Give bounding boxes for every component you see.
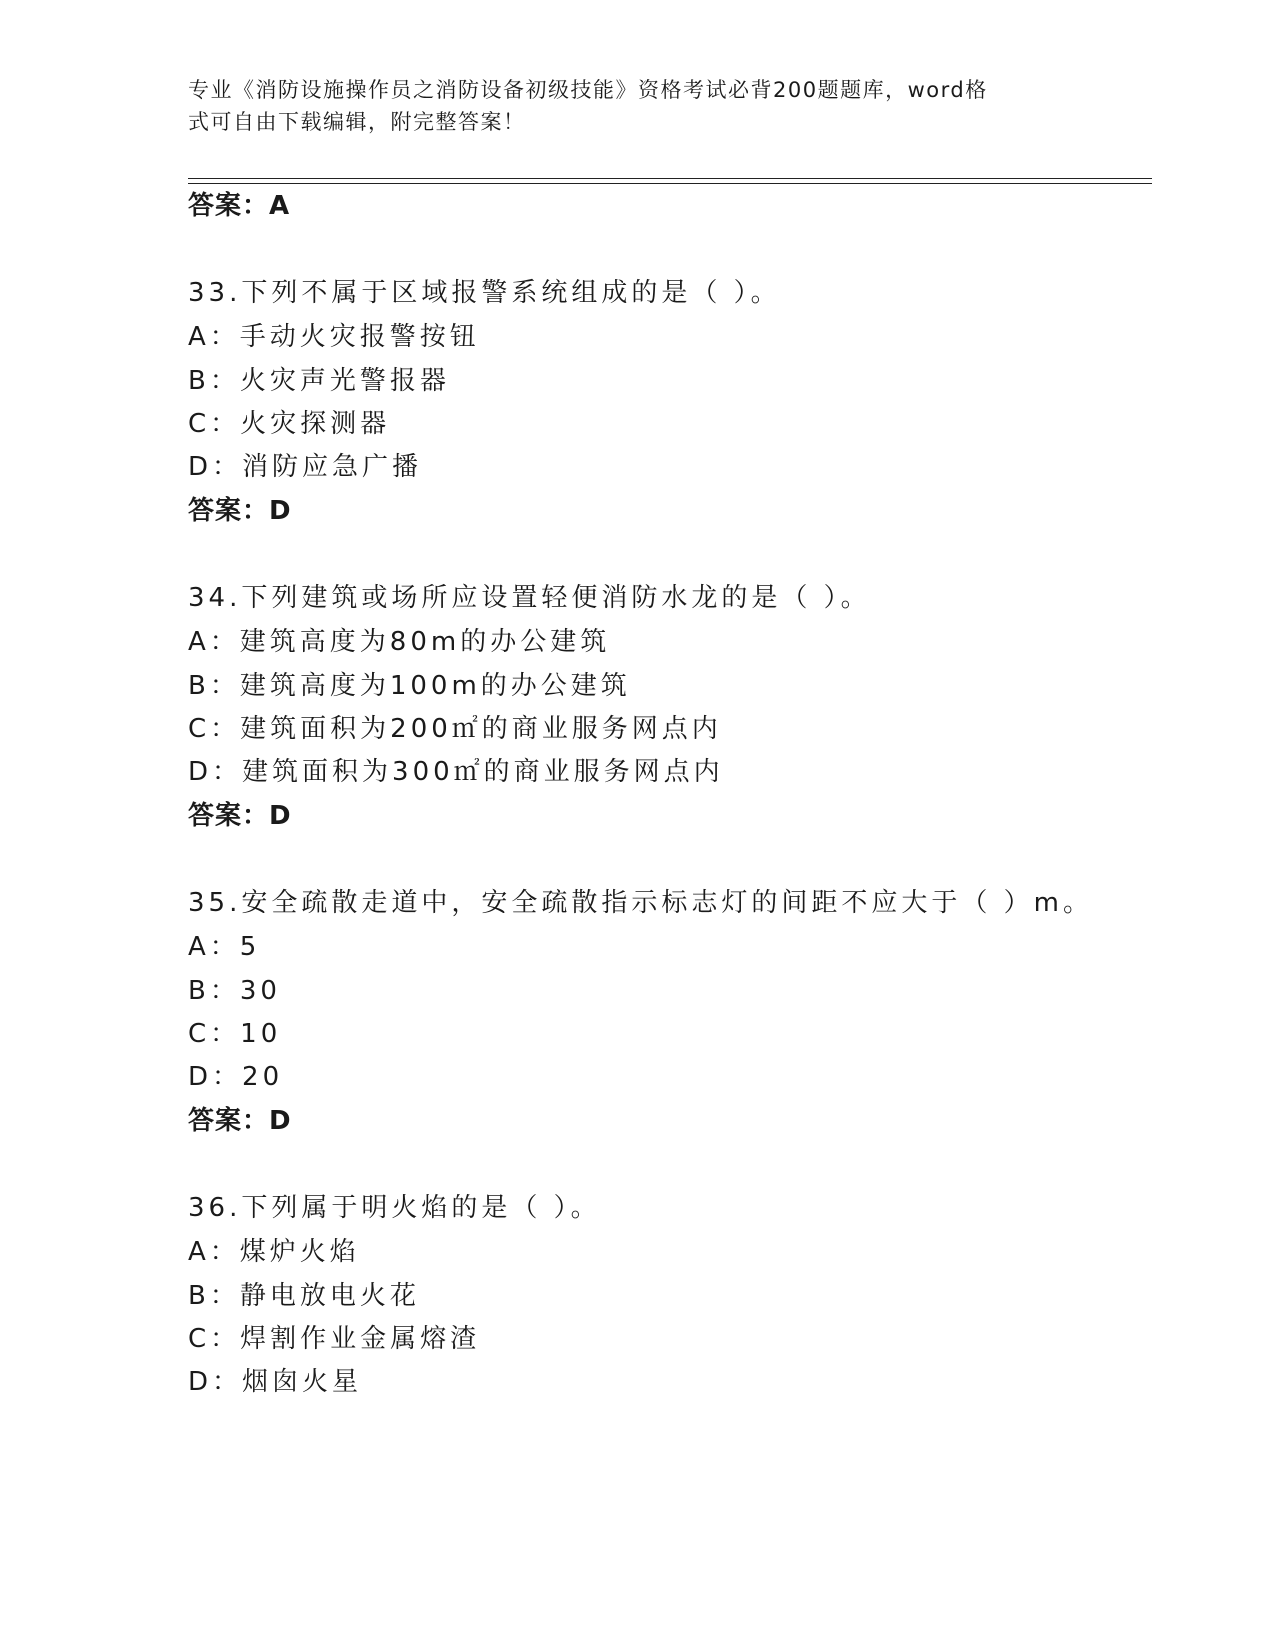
answer-34: 答案：D — [188, 801, 292, 831]
option-33-b: B：火灾声光警报器 — [188, 366, 450, 396]
header-rule-bottom — [188, 183, 1152, 184]
answer-35: 答案：D — [188, 1106, 292, 1136]
option-36-c: C：焊割作业金属熔渣 — [188, 1324, 481, 1354]
question-stem-33: 33.下列不属于区域报警系统组成的是（ ）。 — [188, 278, 781, 308]
option-35-c: C：10 — [188, 1019, 282, 1049]
previous-answer: 答案：A — [188, 191, 291, 221]
option-34-b: B：建筑高度为100m的办公建筑 — [188, 671, 631, 701]
header-line-2: 式可自由下载编辑，附完整答案！ — [188, 110, 526, 134]
document-header — [188, 74, 1078, 138]
answer-33: 答案：D — [188, 496, 292, 526]
option-35-a: A：5 — [188, 932, 261, 962]
question-stem-35: 35.安全疏散走道中，安全疏散指示标志灯的间距不应大于（ ）m。 — [188, 888, 1093, 918]
question-stem-36: 36.下列属于明火焰的是（ ）。 — [188, 1193, 601, 1223]
option-36-d: D：烟囱火星 — [188, 1367, 363, 1397]
option-33-a: A：手动火灾报警按钮 — [188, 322, 480, 352]
option-33-c: C：火灾探测器 — [188, 409, 391, 439]
option-34-d: D：建筑面积为300㎡的商业服务网点内 — [188, 757, 724, 787]
header-line-1: 专业《消防设施操作员之消防设备初级技能》资格考试必背200题题库，word格 — [188, 78, 988, 102]
option-33-d: D：消防应急广播 — [188, 452, 423, 482]
header-rule-top — [188, 178, 1152, 179]
option-34-c: C：建筑面积为200㎡的商业服务网点内 — [188, 714, 722, 744]
option-35-d: D：20 — [188, 1062, 284, 1092]
option-35-b: B：30 — [188, 976, 281, 1006]
option-36-a: A：煤炉火焰 — [188, 1237, 360, 1267]
option-36-b: B：静电放电火花 — [188, 1281, 420, 1311]
question-stem-34: 34.下列建筑或场所应设置轻便消防水龙的是（ ）。 — [188, 583, 871, 613]
option-34-a: A：建筑高度为80m的办公建筑 — [188, 627, 611, 657]
